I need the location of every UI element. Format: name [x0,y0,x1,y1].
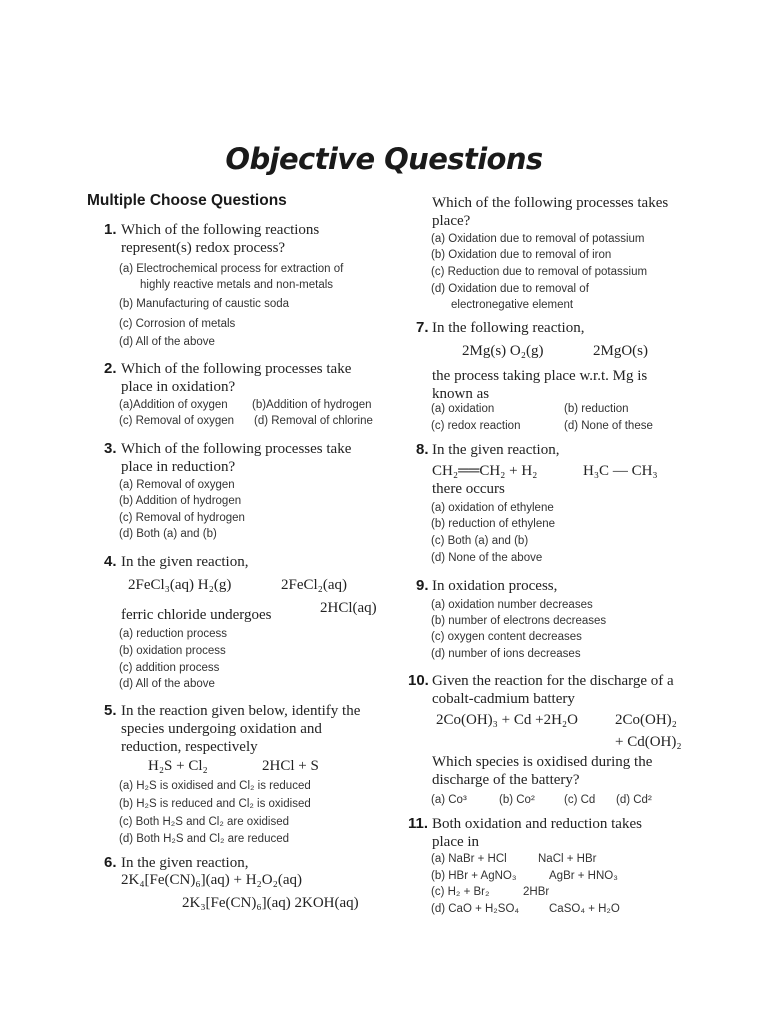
option-a: (a) Co³ [431,794,467,806]
option-c: (c) Reduction due to removal of potassium [431,266,648,278]
equation-products: 2HCl + S [262,758,319,774]
question-number: 3. [104,440,117,457]
option-c: (c) addition process [119,662,220,674]
option-c: (c) redox reaction [431,420,521,432]
option-a: (a)Addition of oxygen [119,399,228,411]
question-text: In the given reaction, [121,554,249,570]
question-text: In the given reaction, [432,442,560,458]
question-text: In the reaction given below, identify the species undergoing oxidation and reduction, respectively [121,703,361,755]
equation-reactants: 2Co(OH)₃ + Cd +2H₂O [436,712,578,728]
option-d: (d) number of ions decreases [431,648,581,660]
option-b: (b) number of electrons decreases [431,615,607,627]
question-text-continued: the process taking place w.r.t. Mg is known as [432,368,648,402]
option-b: (b) Manufacturing of caustic soda [119,298,290,310]
equation-reactants: 2Mg(s) O₂(g) [462,343,544,359]
option-d: (d) None of these [564,420,653,432]
question-number: 1. [104,221,117,238]
equation-products-line2: 2HCl(aq) [320,600,377,616]
question-number: 5. [104,702,117,719]
option-d: (d) Oxidation due to removal of [431,283,589,295]
option-c: (c) Cd [564,794,596,806]
equation-products: 2MgO(s) [593,343,648,359]
option-c: (c) oxygen content decreases [431,631,582,643]
option-b: (b) Addition of hydrogen [119,495,242,507]
option-b: (b) reduction [564,403,629,415]
option-a-product: NaCl + HBr [538,853,597,865]
question-text: In the given reaction, [121,855,249,871]
option-c: (c) Corrosion of metals [119,318,236,330]
question-text: In oxidation process, [432,578,558,594]
option-a: (a) oxidation of ethylene [431,502,554,514]
option-a: (a) Oxidation due to removal of potassium [431,233,645,245]
option-c: (c) Both (a) and (b) [431,535,529,547]
option-a-continued: highly reactive metals and non-metals [140,279,334,291]
option-b-product: AgBr + HNO₃ [549,870,618,882]
question-number: 6. [104,854,117,871]
question-number: 8. [416,441,429,458]
option-d: (d) None of the above [431,552,543,564]
question-text: Both oxidation and reduction takes place in [432,816,642,850]
option-d: (d) Both H₂S and Cl₂ are reduced [119,833,290,845]
option-a: (a) NaBr + HCl [431,853,507,865]
option-d-continued: electronegative element [451,299,574,311]
option-c-product: 2HBr [523,886,550,898]
option-c: (c) H₂ + Br₂ [431,886,490,898]
option-d: (d) All of the above [119,336,215,348]
page-title: Objective Questions [225,142,543,176]
question-number: 2. [104,360,117,377]
option-d: (d) Cd² [616,794,652,806]
equation-products: 2Co(OH)₂ [615,712,677,728]
question-text: Which of the following processes take place in oxidation? [121,361,352,395]
option-d: (d) All of the above [119,678,215,690]
equation-products: 2K₃[Fe(CN)₆](aq) 2KOH(aq) [182,895,359,911]
option-b: (b) reduction of ethylene [431,518,556,530]
question-text: Which of the following processes take place in reduction? [121,441,352,475]
question-text: In the following reaction, [432,320,585,336]
option-b: (b) H₂S is reduced and Cl₂ is oxidised [119,798,311,810]
option-b: (b) Co² [499,794,535,806]
question-number: 7. [416,319,429,336]
question-number: 4. [104,553,117,570]
option-b: (b) oxidation process [119,645,226,657]
option-a: (a) Removal of oxygen [119,479,235,491]
option-d-product: CaSO₄ + H₂O [549,903,620,915]
equation-reactants: 2FeCl₃(aq) H₂(g) [128,577,232,593]
option-d: (d) Removal of chlorine [254,415,373,427]
option-a: (a) H₂S is oxidised and Cl₂ is reduced [119,780,311,792]
equation-products-line2: + Cd(OH)₂ [615,734,682,750]
question-text: Given the reaction for the discharge of a cobalt-cadmium battery [432,673,674,707]
option-c: (c) Both H₂S and Cl₂ are oxidised [119,816,290,828]
option-b: (b)Addition of hydrogen [252,399,372,411]
option-a: (a) oxidation number decreases [431,599,593,611]
option-d: (d) CaO + H₂SO₄ [431,903,520,915]
question-number: 11. [408,815,429,832]
option-a: (a) reduction process [119,628,228,640]
equation-products: 2FeCl₂(aq) [281,577,348,593]
option-d: (d) Both (a) and (b) [119,528,217,540]
question-text-continued: Which of the following processes takes place? [432,195,669,229]
question-number: 10. [408,672,429,689]
option-c: (c) Removal of hydrogen [119,512,245,524]
question-number: 9. [416,577,429,594]
equation-products: H₃C — CH₃ [583,463,658,479]
equation-reactants: CH₂══CH₂ + H₂ [432,463,538,479]
question-text: Which of the following reactions represent(s) redox process? [121,222,320,256]
equation-reactants: 2K₄[Fe(CN)₆](aq) + H₂O₂(aq) [121,872,302,888]
option-a: (a) oxidation [431,403,495,415]
option-c: (c) Removal of oxygen [119,415,235,427]
equation-reactants: H₂S + Cl₂ [148,758,208,774]
question-text-continued: ferric chloride undergoes [121,607,272,623]
question-text-continued: there occurs [432,481,505,497]
option-a: (a) Electrochemical process for extraction of [119,263,344,275]
option-b: (b) Oxidation due to removal of iron [431,249,612,261]
section-heading: Multiple Choose Questions [87,192,287,209]
option-b: (b) HBr + AgNO₃ [431,870,517,882]
question-text-continued: Which species is oxidised during the discharge of the battery? [432,754,653,788]
